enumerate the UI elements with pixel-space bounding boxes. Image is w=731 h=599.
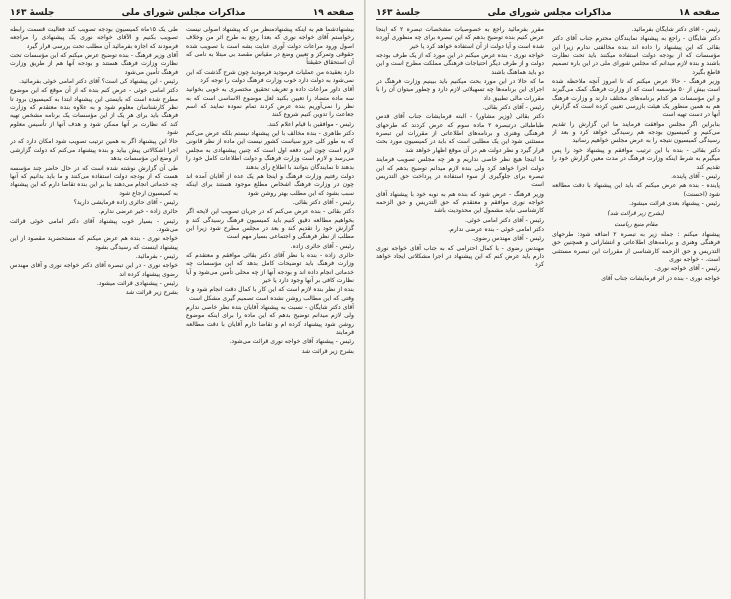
paragraph: خواجه نوری - بنده عرض میکنم در این مورد که از یک طرف بودجه دولت و از طرف دیگر احتیاجات فرهنگی مملکت مطرح است و این دو باید هماهنگ باشند bbox=[376, 52, 544, 76]
paragraph: دکتر شایگان - راجع به پیشنهاد نمایندگان محترم جناب آقای دکتر بقائی که این پیشنهاد را داده اند بنده مخالفتی ندارم زیرا این مؤسسات که از بودجه دولت استفاده میکنند باید تحت نظارت باشند و بنده لازم میدانم که مجلس شورای ملی در این باره تصمیم قاطع بگیرد bbox=[552, 35, 720, 76]
paragraph: دکتر طاهری - بنده مخالف با این پیشنهاد نیستم بلکه عرض می‌کنم که به طور کلی جزو سیاست کشور نیست این ماده از نظر قانونی لازم است چون این دفعه اول است که چنین پیشنهادی به مجلس می‌رسد و لازم است وزارت فرهنگ و دولت اطلاعات کامل خود را بدهند تا نمایندگان بتوانند با اطلاع رأی بدهند bbox=[186, 130, 354, 171]
right-page bbox=[365, 0, 730, 599]
right-page-header bbox=[376, 6, 720, 20]
left-page-session: جلسهٔ ۱۶۳ bbox=[10, 8, 55, 18]
paragraph: دکتر بقائی (وزیر مشاور) - البته فرمایشات جناب آقای قدس طباطبائی درتبصره ۲ ماده سوم که عرض کردند که طرحهای فرهنگی وهنری و برنامه‌های اطلاعاتی از مقررات این تبصره مستثنی شود این یک مطلبی است که باید در کمیسیون مورد بحث قرار گیرد و نظر دولت هم در آن موقع اظهار خواهد شد bbox=[376, 113, 544, 154]
paragraph: پیشنهاد میکنم : جمله زیر به تبصره ۲ اضافه شود: طرحهای فرهنگی وهنری و برنامه‌های اطلاعاتی و انتشاراتی و همچنین حق التدریس و حق الزحمه کارشناسی از مقررات این تبصره مستثنی است. - خواجه نوری bbox=[552, 230, 720, 263]
paragraph: وزیر فرهنگ - عرض شود که بنده هم به نوبه خود با پیشنهاد آقای خواجه نوری موافقم و معتقدم که حق التدریس و حق الزحمه کارشناسی نباید مشمول این محدودیت باشد bbox=[376, 190, 544, 215]
right-page-title: مذاکرات مجلس شورای ملی bbox=[487, 8, 612, 18]
left-page-column-right bbox=[186, 26, 354, 591]
paragraph: بشرح زیر قرائت شد bbox=[125, 289, 178, 297]
paragraph: بنده از نظر بنده لازم است که این کار با کمال دقت انجام شود و تا وقتی که این مطالب روشن نشده است تصمیم گیری مشکل است bbox=[186, 286, 354, 302]
paragraph: رئیس - پیشنهاد آقای خواجه نوری قرائت می‌شود. bbox=[229, 338, 354, 346]
paragraph: دکتر بقائی - بنده با این ترتیب موافقم و پیشنهاد خود را پس میگیرم به شرط اینکه وزارت فرهنگ در مدت معین گزارش خود را تقدیم کند bbox=[552, 146, 720, 171]
paragraph: دولت رفتیم وزارت فرهنگ و اینجا هم یک عده از آقایان آمده اند چون در وزارت فرهنگ اشخاص مطلع موجود هستند برای اینکه سبب بشود که این مطلب بهتر روشن شود bbox=[186, 172, 354, 197]
paragraph: دکتر بقائی - بنده عرض می‌کنم که در جریان تصویب این لایحه اگر بخواهیم مطالعه دقیق کنیم باید کمیسیون فرهنگ رسیدگی کند و گزارش خود را تقدیم کند و بعد در مجلس مطرح شود زیرا این مطلب از نظر فرهنگی و اجتماعی بسیار مهم است bbox=[186, 208, 354, 241]
left-page-column-left bbox=[10, 26, 178, 591]
paragraph: ما اینجا هیچ نظر خاصی نداریم و هر چه مجلس تصویب فرمایند دولت اجرا خواهد کرد ولی بنده لازم میدانم توضیح بدهم که این تبصره برای جلوگیری از سوء استفاده در پرداخت حق التدریس است bbox=[376, 156, 544, 189]
centered-note: (بشرح زیر قرائت شد) bbox=[607, 210, 665, 218]
left-page-header bbox=[10, 6, 354, 20]
paragraph: رئیس - آقای حائری زاده فرمایشی دارید؟ bbox=[73, 198, 178, 206]
paragraph: دارد بعقیده من عملیات فرمودید فرمودید چون شرح گذشت که این نمی‌شود به دولت دارد خوب وزارت فرهنگ دولت را توجه کرد bbox=[186, 68, 354, 85]
paragraph: مهندس رضوی - با کمال احترامی که به جناب آقای خواجه نوری دارم باید عرض کنم که این پیشنهاد در اجرا مشکلاتی ایجاد خواهد کرد bbox=[376, 244, 544, 269]
paragraph: رئیس - این پیشنهاد کی است؟ آقای دکتر امامی خوئی بفرمائید. bbox=[19, 78, 178, 86]
paragraph: رئیس - آقای دکتر بقائی. bbox=[482, 104, 544, 112]
left-page-columns bbox=[10, 26, 354, 591]
paragraph: بشرح زیر قرائت شد bbox=[301, 347, 354, 355]
right-page-columns bbox=[376, 26, 720, 591]
paragraph: دکتر امامی خوئی - بنده عرضی ندارم. bbox=[448, 225, 544, 233]
right-page-session: جلسهٔ ۱۶۳ bbox=[376, 8, 421, 18]
paragraph: مقرر بفرمائید راجع به خصوصیات مشخصات تبصره ۲ که اینجا عرض کنیم بنده توضیح بدهم که این تبصره برای چه منظوری آورده شده است و آیا دولت از آن استفاده خواهد کرد یا خیر bbox=[376, 26, 544, 50]
left-page bbox=[0, 0, 365, 599]
paragraph: خواجه نوری - در این تبصره آقای دکتر خواجه نوری و آقای مهندس رضوی پیشنهاد کرده اند bbox=[10, 262, 178, 278]
right-page-column-left bbox=[376, 26, 544, 591]
paragraph: رئیس - آقای دکتر امامی خوئی. bbox=[465, 216, 544, 224]
paragraph: دکتر امامی خوئی - عرض کنم بنده که از آن موقع که این موضوع مطرح شده است که بایستی این پیشنهاد ابتدا به کمیسیون برود تا نظر کارشناسان معلوم شود و به علاوه بنده معتقدم که وزارت فرهنگ باید برای هر یک از این مؤسسات یک برنامه مشخص تهیه کند که نظارت بر آنها ممکن شود و هدف آنها از تأسیس معلوم شود bbox=[10, 87, 178, 137]
paragraph: پاینده - بنده هم عرض میکنم که باید این پیشنهاد با دقت مطالعه شود (احسنت) bbox=[552, 182, 720, 198]
paragraph: رئیس - بفرمائید. bbox=[135, 252, 178, 260]
paragraph: وزیر فرهنگ - حالا عرض میکنم که تا امروز آنچه ملاحظه شده است بیش از ۵۰ مؤسسه است که از وزارت فرهنگ کمک می‌گیرند و این مؤسسات هر کدام برنامه‌های مختلف دارند و وزارت فرهنگ هم به همین منظور یک هیئت بازرسی تعیین کرده است که گزارش آنها در دست تهیه است bbox=[552, 78, 720, 119]
paragraph: خواجه نوری - بنده در اثر فرمایشات جناب آقای bbox=[601, 274, 720, 282]
left-page-title: مذاکرات مجلس شورای ملی bbox=[121, 8, 246, 18]
paragraph: بیشنهادشما هم به اینکه پیشنهادمنظر من که پیشنهاد اصولی نیست رخواستم آقای خواجه نوری که بعدا رجع به طرح اثر من وخلاف اصول ورود مراعات دولت آوری عنایت بشه است با تصویب شده حقوقی وتمرکز و تعیین وضع در مقیاس مقصد بی مبتلا به نامی که آن استحقاق حقیقتاً bbox=[186, 26, 354, 67]
paragraph: رئیس - آقای پاینده. bbox=[671, 172, 720, 180]
paragraph: رئیس - موافقین با قیام اعلام کنند. bbox=[266, 120, 354, 128]
paragraph: رئیس - پیشنهادی قرائت میشود. bbox=[96, 279, 178, 287]
centered-note: مقام منیع ریاست bbox=[614, 220, 658, 228]
right-page-column-right bbox=[552, 26, 720, 591]
paragraph: خواجه نوری - بنده هم عرض میکنم که مستحضرید مقصود از این پیشنهاد اینست که رسیدگی بشود bbox=[10, 235, 178, 251]
paragraph: حائری زاده - بنده با نظر آقای دکتر بقائی موافقم و معتقدم که وزارت فرهنگ باید توضیحات کامل بدهد که این مؤسسات چه خدماتی انجام داده اند و بودجه آنها از چه محلی تأمین می‌شود و آیا نظارت کافی بر آنها وجود دارد یا خیر bbox=[186, 251, 354, 284]
paragraph: رئیس - پیشنهاد بعدی قرائت میشود. bbox=[629, 199, 720, 207]
paragraph: رئیس - آقای دکتر بقائی. bbox=[292, 198, 354, 206]
paragraph: طی یک ۱۵ماه کمیسیون بودجه تصویب کند فعالیت قسمت رابطه تصویب بکنیم و الآقای خواجه نوری یک پیشنهادی را مراجعه فرمودند که اجازه بفرمائید آن مطلب تحت بررسی قرار گیرد bbox=[10, 26, 178, 50]
paragraph: آقای وزیر فرهنگ - بنده توضیح عرض میکنم که این مؤسسات تحت نظارت وزارت فرهنگ هستند و بودجه آنها هم از طریق وزارت فرهنگ تأمین می‌شود bbox=[10, 52, 178, 76]
paragraph: آقای داور مراعات داده و تعریف تحقیق مختصری به خوبی بخوانید سه ماده متضاد را تعیین بکنید لعل موضوع الاساسی است که به نظر را نمی‌آوریم بنده عرض کردند تمام نموده نمایند که اسم جعاعت را تدوین کنیم شروع کنند bbox=[186, 86, 354, 119]
paragraph: طی آن گزارش نوشته شده است که در حال حاضر چند مؤسسه هست که از بودجه دولت استفاده می‌کنند و ما باید بدانیم که آنها چه خدماتی انجام می‌دهند بنا بر این بنده تقاضا دارم که این پیشنهاد به کمیسیون ارجاع شود bbox=[10, 164, 178, 197]
paragraph: ما که حالا در این مورد بحث میکنیم باید ببینیم وزارت فرهنگ در اجرای این برنامه‌ها چه تسهیلاتی لازم دارد و چطور میتوان آن را با مقررات مالی تطبیق داد bbox=[376, 78, 544, 102]
paragraph: رئیس - آقای حائری زاده. bbox=[290, 242, 354, 250]
paragraph: بنابراین اگر مجلس موافقت فرمایند ما این گزارش را تقدیم می‌کنیم و کمیسیون بودجه هم رسیدگی خواهد کرد و بعد از رسیدگی کمیسیون نتیجه را به عرض مجلس خواهیم رسانید bbox=[552, 120, 720, 145]
paragraph: رئیس - بسیار خوب پیشنهاد آقای دکتر امامی خوئی قرائت می‌شود. bbox=[10, 217, 178, 233]
paragraph: آقای دکتر شایگان - نسبت به پیشنهاد آقایان بنده نظر خاصی ندارم ولی لازم میدانم توضیح بدهم که این ماده را برای اینکه موضوع روشن شود پیشنهاد کرده ام و تقاضا دارم آقایان با دقت مطالعه فرمایند bbox=[186, 304, 354, 337]
paragraph: رئیس - آقای خواجه نوری. bbox=[654, 265, 720, 273]
paragraph: حائری زاده - خیر عرضی ندارم. bbox=[98, 208, 178, 216]
right-page-number: صفحه ۱۸ bbox=[678, 8, 720, 18]
paragraph: حالا این پیشنهاد اگر به همین ترتیب تصویب شود امکان دارد که در اجرا اشکالاتی پیش بیاید و بنده پیشنهاد می‌کنم که دولت گزارشی از وضع این مؤسسات بدهد bbox=[10, 138, 178, 163]
paragraph: رئیس - آقای دکتر شایگان بفرمائید. bbox=[631, 26, 720, 33]
paragraph: رئیس - آقای مهندس رضوی. bbox=[472, 235, 544, 243]
left-page-number: صفحه ۱۹ bbox=[312, 8, 354, 18]
